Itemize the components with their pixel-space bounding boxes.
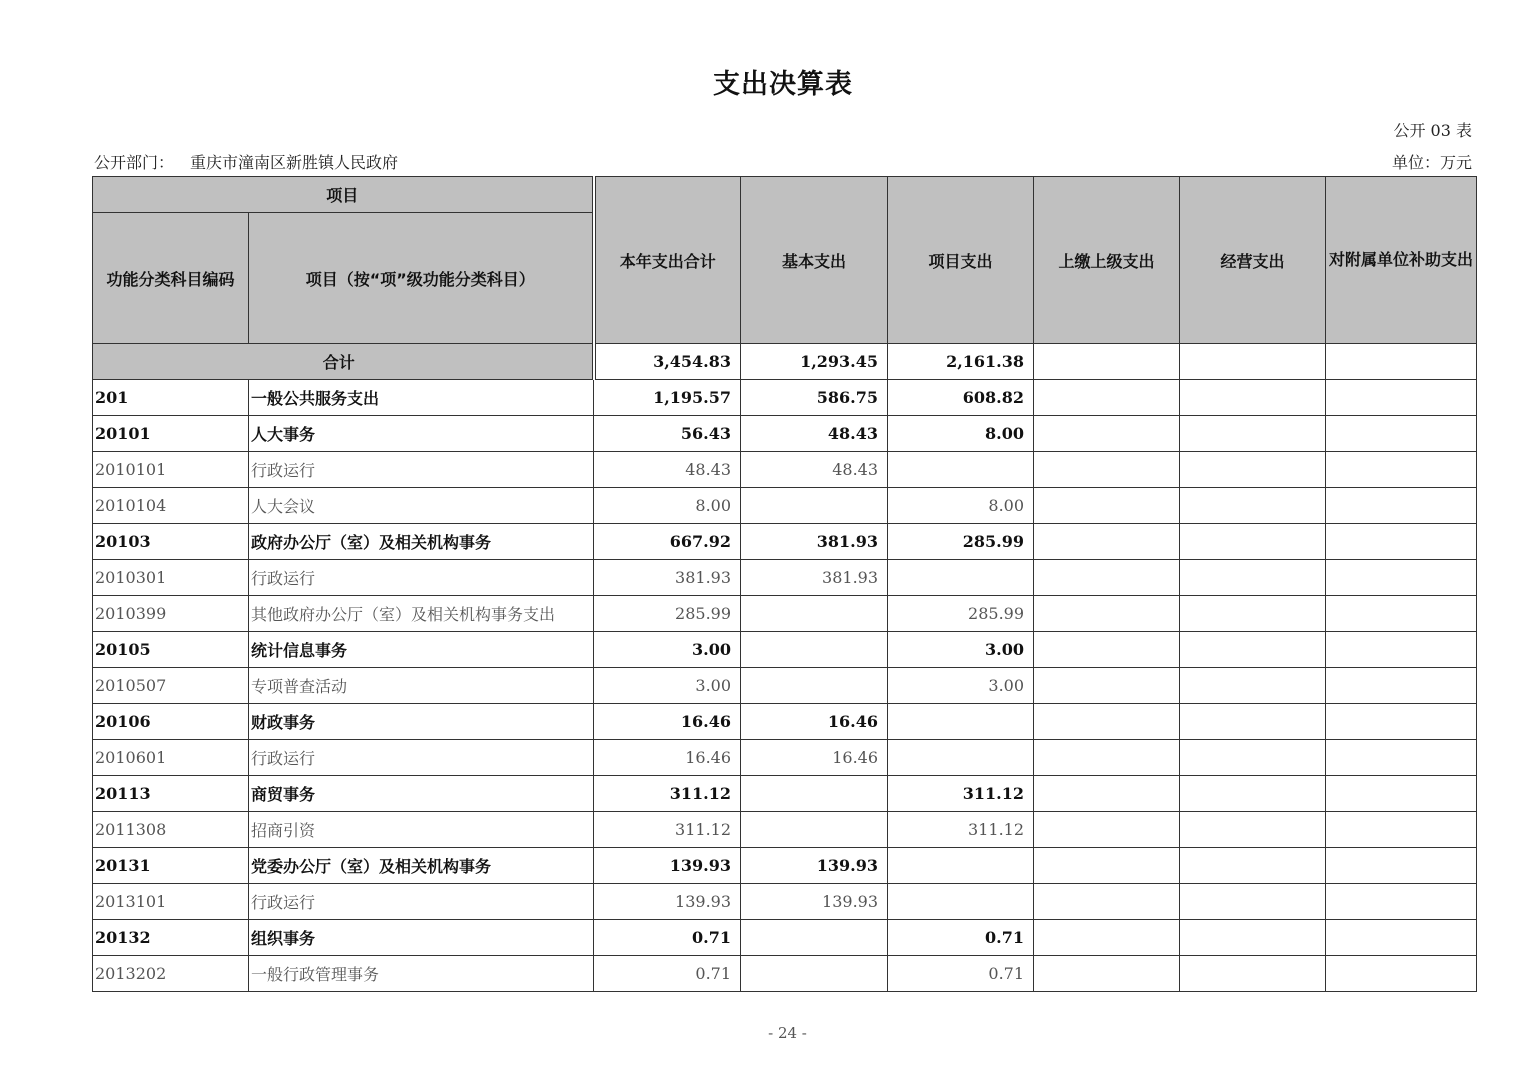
code-cell: 20132 [93, 920, 249, 956]
expenditure-table [92, 176, 1477, 992]
page-title: 支出决算表 [713, 69, 853, 100]
upper-cell [1034, 812, 1180, 848]
project-cell: 311.12 [888, 812, 1034, 848]
upper-cell [1034, 416, 1180, 452]
basic-cell [741, 812, 888, 848]
subsidy-cell [1326, 524, 1477, 560]
subsidy-cell [1326, 560, 1477, 596]
total-cell: 667.92 [594, 524, 741, 560]
total-cell: 311.12 [594, 776, 741, 812]
table-row [93, 668, 1477, 704]
code-cell: 20113 [93, 776, 249, 812]
name-cell: 招商引资 [249, 812, 594, 848]
project-cell: 0.71 [888, 956, 1034, 992]
code-cell: 20103 [93, 524, 249, 560]
name-cell: 行政运行 [249, 560, 594, 596]
business-cell [1180, 416, 1326, 452]
project-cell: 285.99 [888, 524, 1034, 560]
business-cell [1180, 848, 1326, 884]
project-cell [888, 560, 1034, 596]
project-cell: 608.82 [888, 380, 1034, 416]
department-name: 重庆市潼南区新胜镇人民政府 [190, 153, 399, 172]
name-cell: 其他政府办公厅（室）及相关机构事务支出 [249, 596, 594, 632]
project-cell [888, 740, 1034, 776]
table-row [93, 596, 1477, 632]
code-cell: 2010104 [93, 488, 249, 524]
subsidy-cell [1326, 632, 1477, 668]
project-cell: 285.99 [888, 596, 1034, 632]
header-basic: 基本支出 [741, 177, 888, 344]
basic-cell: 139.93 [741, 848, 888, 884]
basic-cell [741, 668, 888, 704]
code-cell: 20106 [93, 704, 249, 740]
business-cell [1180, 956, 1326, 992]
header-project: 项目支出 [888, 177, 1034, 344]
code-cell: 201 [93, 380, 249, 416]
subsidy-cell [1326, 848, 1477, 884]
basic-cell: 586.75 [741, 380, 888, 416]
subsidy-cell [1326, 488, 1477, 524]
table-row [93, 416, 1477, 452]
upper-cell [1034, 632, 1180, 668]
subsidy-cell [1326, 884, 1477, 920]
table-row [93, 956, 1477, 992]
total-cell: 0.71 [594, 920, 741, 956]
name-cell: 行政运行 [249, 452, 594, 488]
business-cell [1180, 920, 1326, 956]
project-cell: 311.12 [888, 776, 1034, 812]
header-subsidy: 对附属单位补助支出 [1326, 177, 1477, 344]
project-cell [888, 704, 1034, 740]
unit-label: 单位：万元 [1391, 153, 1472, 172]
upper-cell [1034, 956, 1180, 992]
total-cell: 381.93 [594, 560, 741, 596]
basic-cell [741, 776, 888, 812]
upper-cell [1034, 452, 1180, 488]
name-cell: 商贸事务 [249, 776, 594, 812]
upper-cell [1034, 740, 1180, 776]
upper-cell [1034, 596, 1180, 632]
project-cell: 0.71 [888, 920, 1034, 956]
business-cell [1180, 704, 1326, 740]
name-cell: 统计信息事务 [249, 632, 594, 668]
name-cell: 专项普查活动 [249, 668, 594, 704]
business-cell [1180, 884, 1326, 920]
business-cell [1180, 668, 1326, 704]
basic-cell: 381.93 [741, 524, 888, 560]
business-cell [1180, 488, 1326, 524]
total-business [1180, 344, 1326, 380]
subsidy-cell [1326, 704, 1477, 740]
code-cell: 2013202 [93, 956, 249, 992]
total-amount: 3,454.83 [594, 344, 741, 380]
basic-cell: 381.93 [741, 560, 888, 596]
department-line [94, 150, 398, 173]
code-cell: 2010399 [93, 596, 249, 632]
table-row [93, 920, 1477, 956]
project-cell: 3.00 [888, 632, 1034, 668]
code-cell: 20105 [93, 632, 249, 668]
name-cell: 行政运行 [249, 884, 594, 920]
total-cell: 139.93 [594, 884, 741, 920]
table-body [93, 344, 1477, 992]
basic-cell: 48.43 [741, 416, 888, 452]
subsidy-cell [1326, 776, 1477, 812]
upper-cell [1034, 704, 1180, 740]
subsidy-cell [1326, 452, 1477, 488]
total-project: 2,161.38 [888, 344, 1034, 380]
department-label: 公开部门： [94, 153, 175, 172]
upper-cell [1034, 920, 1180, 956]
name-cell: 一般行政管理事务 [249, 956, 594, 992]
header-upper: 上缴上级支出 [1034, 177, 1180, 344]
total-cell: 0.71 [594, 956, 741, 992]
table-row [93, 884, 1477, 920]
code-cell: 2010601 [93, 740, 249, 776]
total-cell: 3.00 [594, 632, 741, 668]
upper-cell [1034, 884, 1180, 920]
header-name: 项目（按“项”级功能分类科目） [249, 213, 594, 344]
table-row [93, 488, 1477, 524]
header-business: 经营支出 [1180, 177, 1326, 344]
project-cell: 3.00 [888, 668, 1034, 704]
upper-cell [1034, 524, 1180, 560]
total-cell: 3.00 [594, 668, 741, 704]
basic-cell [741, 956, 888, 992]
upper-cell [1034, 488, 1180, 524]
business-cell [1180, 452, 1326, 488]
project-cell [888, 848, 1034, 884]
header-code: 功能分类科目编码 [93, 213, 249, 344]
name-cell: 组织事务 [249, 920, 594, 956]
name-cell: 政府办公厅（室）及相关机构事务 [249, 524, 594, 560]
subsidy-cell [1326, 920, 1477, 956]
total-row [93, 344, 1477, 380]
project-cell [888, 884, 1034, 920]
total-cell: 1,195.57 [594, 380, 741, 416]
basic-cell: 48.43 [741, 452, 888, 488]
business-cell [1180, 560, 1326, 596]
table-row [93, 848, 1477, 884]
total-cell: 48.43 [594, 452, 741, 488]
subsidy-cell [1326, 416, 1477, 452]
name-cell: 人大会议 [249, 488, 594, 524]
subsidy-cell [1326, 380, 1477, 416]
business-cell [1180, 596, 1326, 632]
table-row [93, 380, 1477, 416]
code-cell: 2010507 [93, 668, 249, 704]
header-total: 本年支出合计 [594, 177, 741, 344]
business-cell [1180, 812, 1326, 848]
code-cell: 20131 [93, 848, 249, 884]
basic-cell [741, 920, 888, 956]
business-cell [1180, 632, 1326, 668]
business-cell [1180, 740, 1326, 776]
total-cell: 16.46 [594, 740, 741, 776]
subsidy-cell [1326, 956, 1477, 992]
project-cell: 8.00 [888, 488, 1034, 524]
table-row [93, 812, 1477, 848]
basic-cell: 16.46 [741, 740, 888, 776]
business-cell [1180, 524, 1326, 560]
name-cell: 财政事务 [249, 704, 594, 740]
upper-cell [1034, 776, 1180, 812]
total-subsidy [1326, 344, 1477, 380]
basic-cell: 139.93 [741, 884, 888, 920]
table-row [93, 704, 1477, 740]
subsidy-cell [1326, 812, 1477, 848]
code-cell: 2010101 [93, 452, 249, 488]
subsidy-cell [1326, 596, 1477, 632]
header-item: 项目 [93, 177, 594, 213]
total-cell: 16.46 [594, 704, 741, 740]
table-row [93, 560, 1477, 596]
upper-cell [1034, 380, 1180, 416]
total-cell: 8.00 [594, 488, 741, 524]
basic-cell: 16.46 [741, 704, 888, 740]
project-cell [888, 452, 1034, 488]
basic-cell [741, 632, 888, 668]
table-row [93, 524, 1477, 560]
project-cell: 8.00 [888, 416, 1034, 452]
total-cell: 139.93 [594, 848, 741, 884]
total-cell: 311.12 [594, 812, 741, 848]
upper-cell [1034, 668, 1180, 704]
basic-cell [741, 488, 888, 524]
table-row [93, 632, 1477, 668]
total-label: 合计 [93, 344, 594, 380]
table-row [93, 452, 1477, 488]
upper-cell [1034, 848, 1180, 884]
total-basic: 1,293.45 [741, 344, 888, 380]
name-cell: 人大事务 [249, 416, 594, 452]
code-cell: 20101 [93, 416, 249, 452]
business-cell [1180, 380, 1326, 416]
basic-cell [741, 596, 888, 632]
code-cell: 2011308 [93, 812, 249, 848]
subsidy-cell [1326, 740, 1477, 776]
page-number: - 24 - [768, 1024, 807, 1042]
total-cell: 285.99 [594, 596, 741, 632]
table-row [93, 776, 1477, 812]
total-upper [1034, 344, 1180, 380]
upper-cell [1034, 560, 1180, 596]
name-cell: 一般公共服务支出 [249, 380, 594, 416]
subsidy-cell [1326, 668, 1477, 704]
form-number: 公开 03 表 [1393, 121, 1472, 140]
name-cell: 党委办公厅（室）及相关机构事务 [249, 848, 594, 884]
business-cell [1180, 776, 1326, 812]
table-row [93, 740, 1477, 776]
total-cell: 56.43 [594, 416, 741, 452]
name-cell: 行政运行 [249, 740, 594, 776]
code-cell: 2013101 [93, 884, 249, 920]
code-cell: 2010301 [93, 560, 249, 596]
